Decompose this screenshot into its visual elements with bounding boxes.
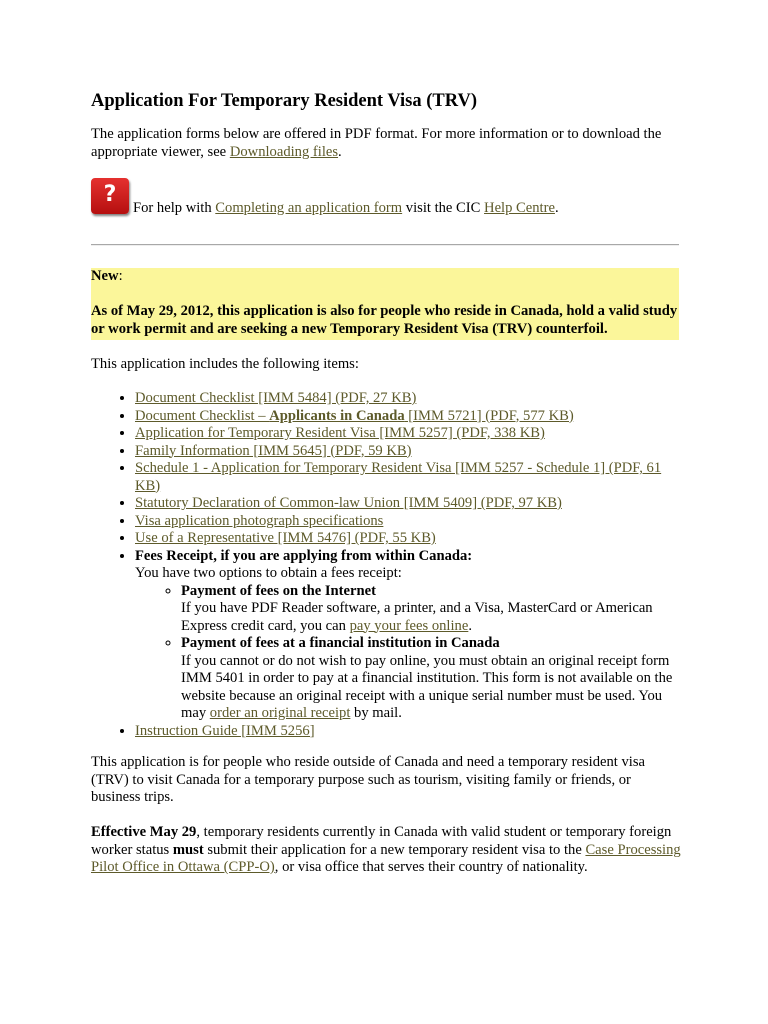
list-item: [135, 425, 679, 443]
fees-options-list: [135, 583, 679, 723]
help-icon[interactable]: ?: [91, 178, 129, 214]
schedule-1-link[interactable]: Schedule 1 - Application for Temporary Resident Visa [IMM 5257 - Schedule 1] (PDF, 61 KB): [135, 460, 662, 494]
pay-fees-online-link[interactable]: pay your fees online: [349, 617, 469, 634]
notice-body: As of May 29, 2012, this application is also for people who reside in Canada, hold a valid study or work permit and are seeking a new Temporary Resident Visa (TRV) counterfoil.: [91, 303, 678, 337]
family-information-link[interactable]: Family Information [IMM 5645] (PDF, 59 KB): [135, 442, 412, 459]
help-text: For help with Completing an application form visit the CIC Help Centre.: [133, 200, 559, 216]
list-item-fees: [135, 548, 679, 723]
fees-option-institution: ◦ Payment of fees at a financial institution in Canada If you cannot or do not wish to pay online, you must obtain an original receipt form IMM 5401 in order to pay at a financial institution. This form is not available on the website because an original receipt with a unique serial number must be used. You may order an original receipt by mail.: [181, 635, 679, 723]
list-item: [135, 390, 679, 408]
instruction-guide-link[interactable]: Instruction Guide [IMM 5256]: [135, 722, 315, 739]
help-centre-link[interactable]: Help Centre: [484, 200, 555, 216]
photo-specifications-link[interactable]: Visa application photograph specifications: [135, 512, 384, 529]
effective-paragraph: Effective May 29, temporary residents currently in Canada with valid student or temporary foreign worker status must submit their application for a new temporary resident visa to the Case Processing Pilot Office in Ottawa (CPP-O), or visa office that serves their country of nationality.: [91, 824, 681, 875]
list-item: [135, 530, 679, 548]
list-item: [135, 513, 679, 531]
order-original-receipt-link[interactable]: order an original receipt: [209, 705, 351, 721]
purpose-paragraph: This application is for people who reside outside of Canada and need a temporary resident visa (TRV) to visit Canada for a temporary purpose such as tourism, visiting family or friends, or business trips.: [91, 754, 645, 805]
representative-link[interactable]: Use of a Representative [IMM 5476] (PDF, 55 KB): [135, 530, 436, 546]
common-law-declaration-link[interactable]: Statutory Declaration of Common-law Union [IMM 5409] (PDF, 97 KB): [135, 495, 562, 511]
cpp-o-office-link[interactable]: Case Processing Pilot Office in Ottawa (CPP-O): [91, 841, 681, 875]
document-checklist-link[interactable]: Document Checklist [IMM 5484] (PDF, 27 KB): [135, 390, 417, 406]
new-notice-box: [91, 268, 679, 340]
fees-heading: Fees Receipt, if you are applying from within Canada:: [135, 547, 473, 564]
horizontal-divider: [91, 244, 679, 246]
list-item: [135, 495, 679, 513]
fees-option-internet: ◦ Payment of fees on the Internet If you have PDF Reader software, a printer, and a Visa, MasterCard or American Express credit card, you can pay your fees online.: [181, 583, 679, 636]
trv-application-link[interactable]: Application for Temporary Resident Visa [IMM 5257] (PDF, 338 KB): [135, 425, 545, 441]
list-item: [135, 408, 679, 426]
list-item: [135, 723, 679, 741]
list-item: [135, 443, 679, 461]
downloading-files-link[interactable]: Downloading files: [229, 143, 339, 160]
page-title: Application For Temporary Resident Visa (TRV): [91, 91, 477, 111]
fees-intro: You have two options to obtain a fees receipt:: [135, 565, 402, 581]
document-checklist-canada-link[interactable]: Document Checklist – Applicants in Canada [IMM 5721] (PDF, 577 KB): [135, 407, 574, 424]
items-list: [91, 390, 679, 740]
includes-heading: This application includes the following items:: [91, 356, 359, 372]
completing-application-form-link[interactable]: Completing an application form: [215, 200, 403, 216]
intro-paragraph: The application forms below are offered in PDF format. For more information or to download the appropriate viewer, see Downloading files.: [91, 126, 662, 160]
list-item: [135, 460, 679, 495]
notice-label: New:: [91, 268, 123, 284]
